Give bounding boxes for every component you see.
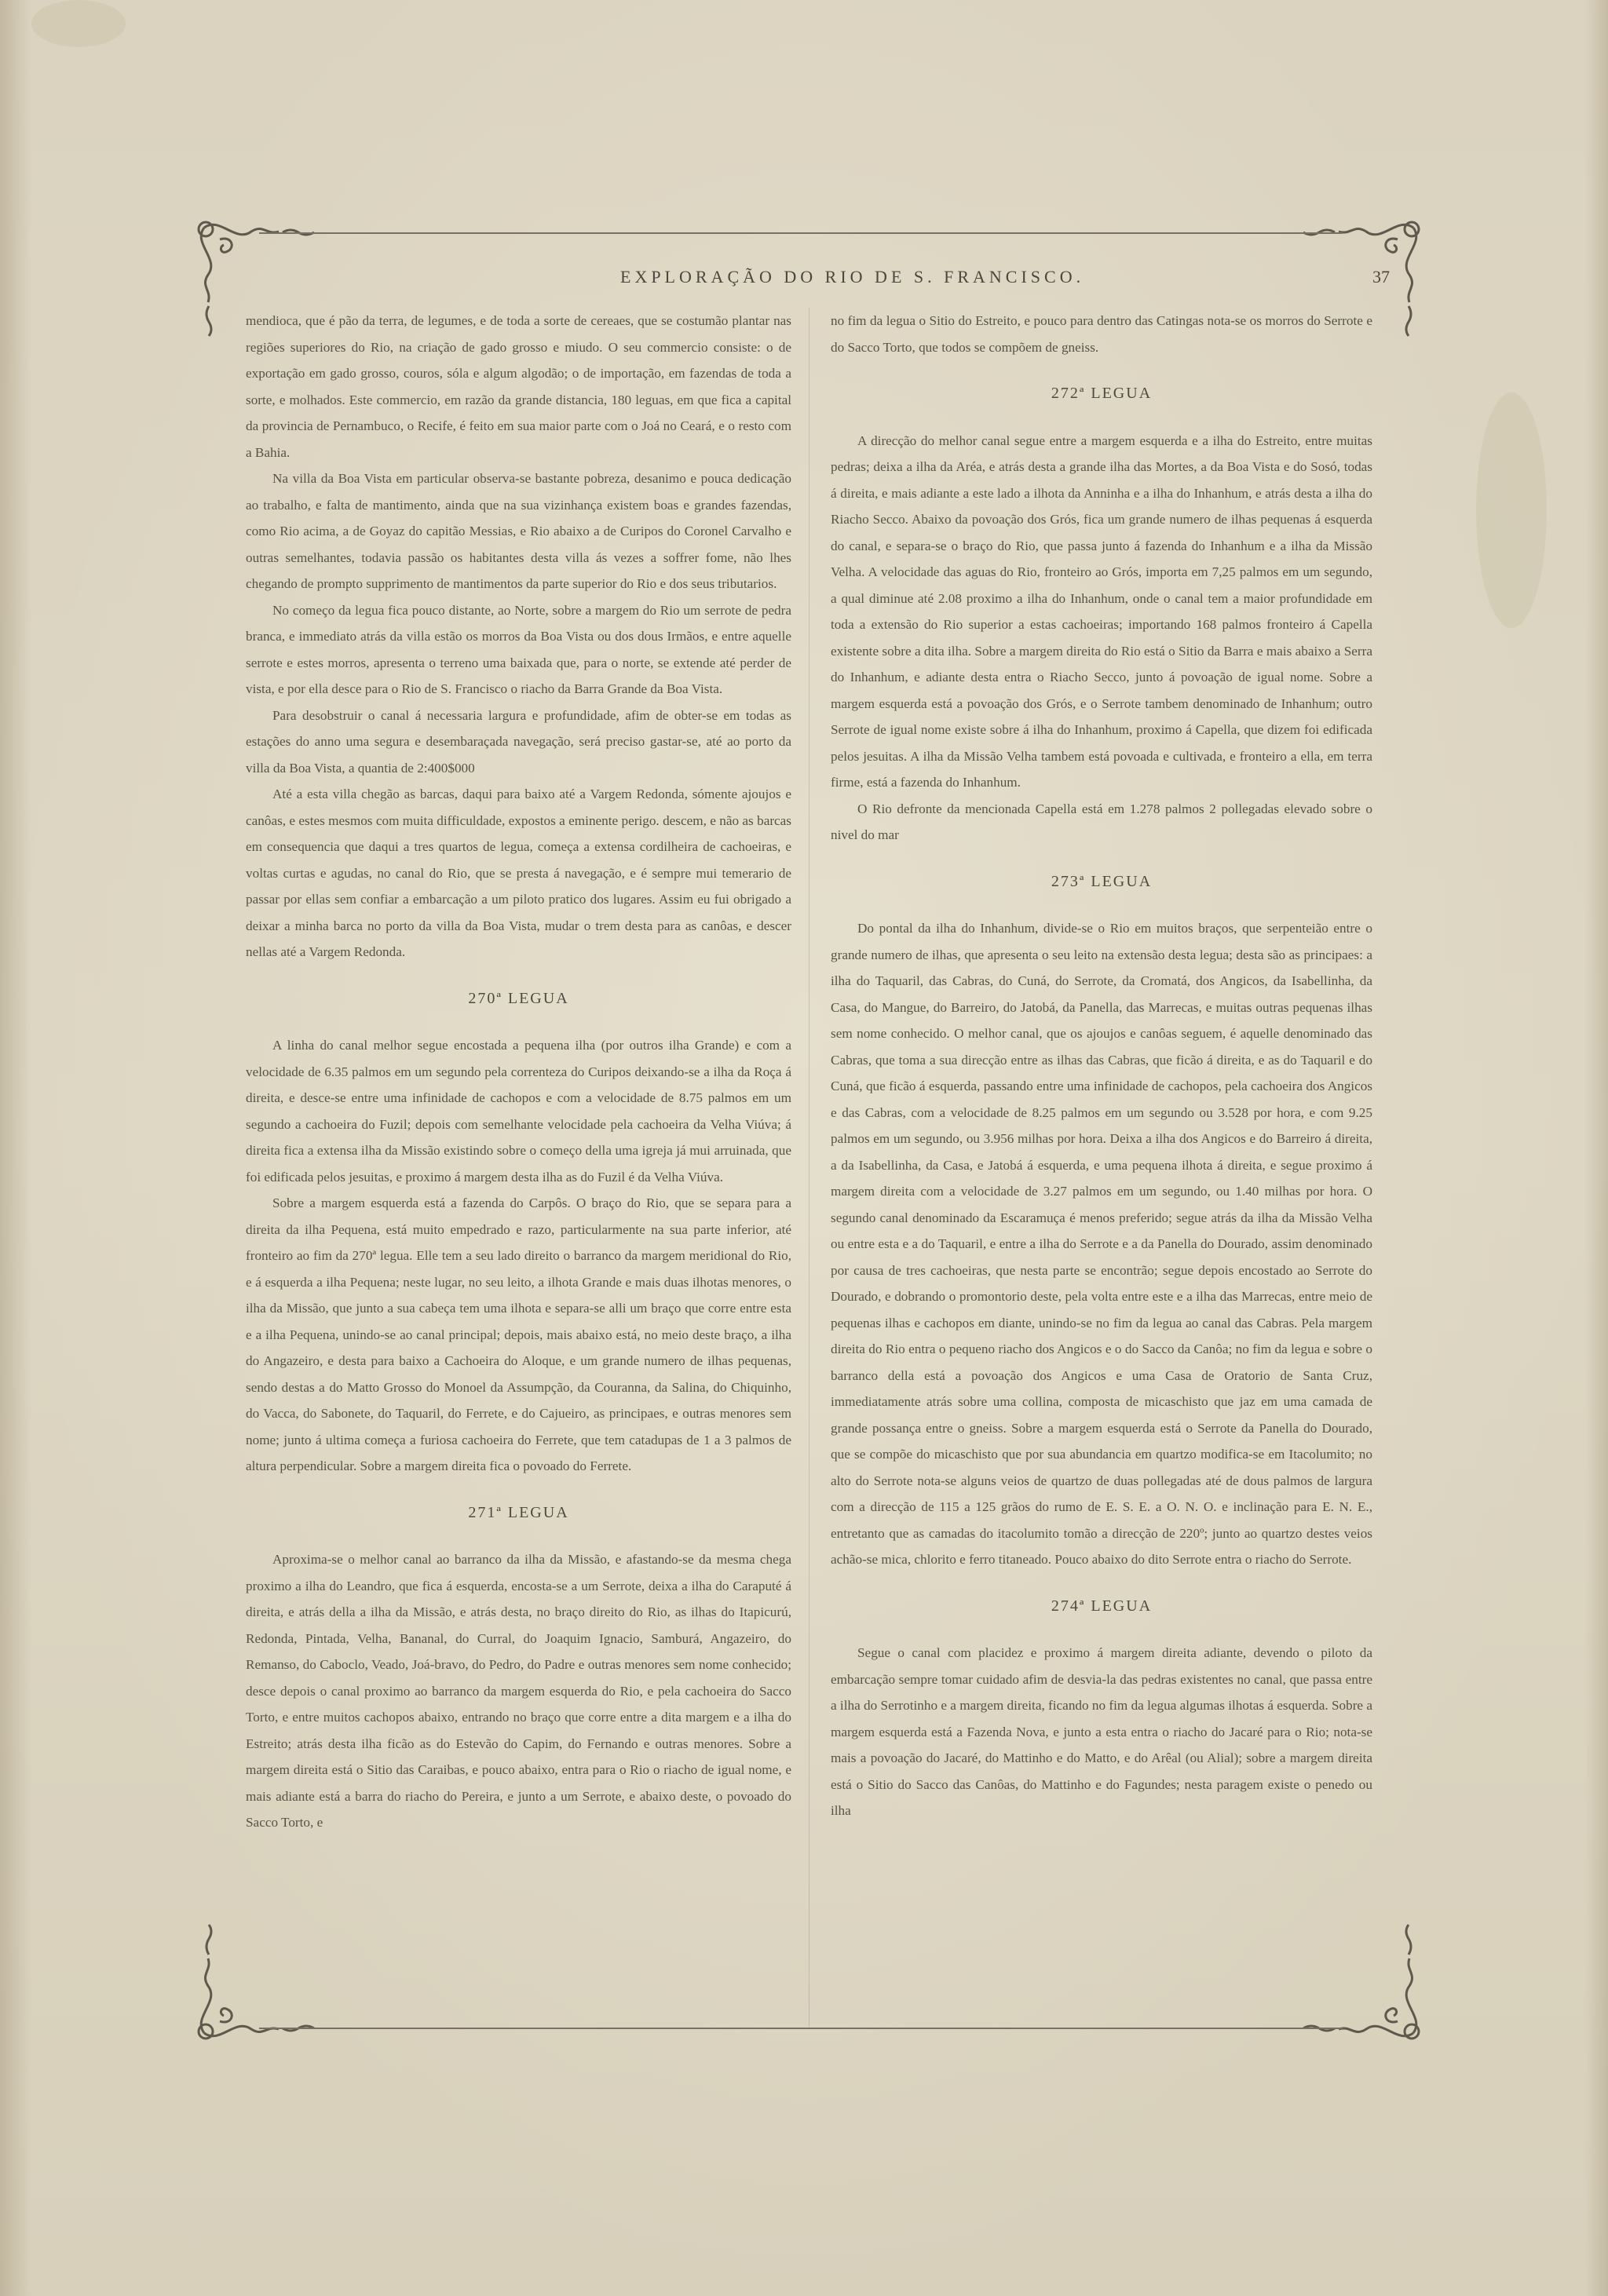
paragraph: no fim da legua o Sitio do Estreito, e pouco para dentro das Catingas nota-se os morros do Serrote e do Sacco Torto, que todos se compõem de gneiss. [831, 313, 1372, 355]
page-edge-shadow-right [1584, 0, 1608, 2296]
paragraph: O Rio defronte da mencionada Capella está em 1.278 palmos 2 pollegadas elevado sobre o nivel do mar [831, 801, 1372, 842]
paragraph: Até a esta villa chegão as barcas, daqui para baixo até a Vargem Redonda, sómente ajoujos e canôas, e estes mesmos com muita difficuldade, expostos a eminente perigo. descem, e não as barcas em consequencia que daqui a tres quartos de legua, começa a extensa cordilheira de cachoeiras, e voltas curtas e agudas, no canal do Rio, que se presta á navegação, e é sempre mui temerario de passar por ellas sem confiar a embarcação a um piloto pratico dos lugares. Assim eu fui obrigado a deixar a minha barca no porto da villa da Boa Vista, mudar o trem desta para as canôas, e descer nellas até a Vargem Redonda. [246, 787, 791, 959]
ornamental-rule-top [259, 232, 1343, 234]
paper-stain [1476, 392, 1547, 628]
right-column [831, 308, 1372, 1824]
paragraph: A direcção do melhor canal segue entre a margem esquerda e a ilha do Estreito, entre muitas pedras; deixa a ilha da Aréa, e atrás desta a grande ilha das Mortes, a da Boa Vista e do Sosó, todas á direita, e mais adiante a este lado a ilhota da Anninha e a ilha do Inhanhum, e atrás desta a ilha do Riacho Secco. Abaixo da povoação dos Grós, fica um grande numero de ilhas pequenas á esquerda do canal, e separa-se o braço do Rio, que passa junto á fazenda do Inhanhum e a ilha da Missão Velha. A velocidade das aguas do Rio, fronteiro ao Grós, importa em 7,25 palmos em um segundo, a qual diminue até 2.08 proximo a ilha do Inhanhum, onde o canal tem a maior profundidade em toda a extensão do Rio superior a estas cachoeiras; importando 168 palmos fronteiro á Capella existente sobre a dita ilha. Sobre a margem direita do Rio está o Sitio da Barra e mais abaixo a Serra do Inhanhum, e adiante desta entra o Riacho Secco, junto á povoação de igual nome. Sobre a margem esquerda está a povoação dos Grós, e o Serrote tambem denominado de Inhanhum; outro Serrote de igual nome existe sobre á ilha do Inhanhum, proximo á Capella, que dizem foi edificada pelos jesuitas. A ilha da Missão Velha tambem está povoada e cultivada, e fronteiro a ella, em terra firme, está a fazenda do Inhanhum. [831, 433, 1372, 790]
paragraph: Sobre a margem esquerda está a fazenda do Carpôs. O braço do Rio, que se separa para a direita da ilha Pequena, está muito empedrado e razo, particularmente na sua parte inferior, até fronteiro ao fim da 270ª legua. Elle tem a seu lado direito o barranco da margem meridional do Rio, e á esquerda a ilha Pequena; neste lugar, no seu leito, a ilhota Grande e mais duas ilhotas menores, o ilha da Missão, que junto a sua cabeça tem uma ilhota e separa-se alli um braço que corre entre esta e a ilha Pequena, unindo-se ao canal principal; depois, mais abaixo está, no meio deste braço, a ilha do Angazeiro, e desta para baixo a Cachoeira do Aloque, e um grande numero de ilhas pequenas, sendo destas a do Matto Grosso do Monoel da Assumpção, da Couranna, da Salina, do Chiquinho, do Vacca, do Sabonete, do Taquaril, do Ferrete, e do Cajueiro, as principaes, e outras menores sem nome; junto á ultima começa a furiosa cachoeira do Ferrete, que tem catadupas de 1 a 3 palmos de altura perpendicular. Sobre a margem direita fica o povoado do Ferrete. [246, 1195, 791, 1473]
paper-stain [31, 0, 126, 47]
paragraph: mendioca, que é pão da terra, de legumes, e de toda a sorte de cereaes, que se costumão plantar nas regiões superiores do Rio, na criação de gado grosso e miudo. O seu commercio consiste: o de exportação em gado grosso, couros, sóla e algum algodão; o de importação, em fazendas de toda a sorte, e molhados. Este commercio, em razão da grande distancia, 180 leguas, em que fica a capital da provincia de Pernambuco, o Recife, é feito em sua maior parte com o Joá no Ceará, e o resto com a Bahia. [246, 313, 791, 460]
ornamental-rule-bottom [259, 2028, 1343, 2029]
page-title: EXPLORAÇÃO DO RIO DE S. FRANCISCO. [620, 267, 1085, 287]
page-number: 37 [1372, 267, 1390, 287]
section-heading: 274ª LEGUA [1051, 1597, 1153, 1615]
section-heading: 272ª LEGUA [1051, 385, 1153, 402]
section-heading: 273ª LEGUA [1051, 872, 1153, 890]
paragraph: Do pontal da ilha do Inhanhum, divide-se o Rio em muitos braços, que serpenteião entre o grande numero de ilhas, que apresenta o seu leito na extensão desta legua; desta são as principaes: a ilha do Taquaril, das Cabras, do Cuná, do Serrote, da Cromatá, dos Angicos, da Isabellinha, da Casa, do Mangue, do Barreiro, do Jatobá, da Panella, das Marrecas, e muitas outras pequenas ilhas sem nome conhecido. O melhor canal, que os ajoujos e canôas seguem, é aquelle denominado das Cabras, que toma a sua direcção entre as ilhas das Cabras, que ficão á direita, e as do Taquaril e do Cuná, que ficão á esquerda, passando entre uma infinidade de cachopos, pela cachoeira dos Angicos e das Cabras, com a velocidade de 8.25 palmos em um segundo ou 3.528 por hora, e com 9.25 palmos em um segundo, ou 3.956 milhas por hora. Deixa a ilha dos Angicos e do Barreiro á direita, a da Isabellinha, da Casa, e Jatobá á esquerda, e uma pequena ilhota á direita, e segue proximo á margem direita com a velocidade de 3.27 palmos em um segundo, ou 1.40 milhas por hora. O segundo canal denominado da Escaramuça é menos preferido; segue atrás da ilha da Missão Velha ou entre esta e a do Taquaril, e entre a ilha do Serrote e a da Panella do Dourado, assim denominado por causa de tres cachoeiras, que nesta parte se encontrão; segue depois encostado ao Serrote do Dourado, e dobrando o promontorio deste, pela volta entre este e a ilha das Marrecas, entre meio de pequenas ilhas e cachopos em diante, unindo-se no fim da legua ao canal das Cabras. Pela margem direita do Rio entra o pequeno riacho dos Angicos e o do Sacco da Canôa; no fim da legua e sobre o barranco della está a povoação dos Angicos e uma Casa de Oratorio de Santa Cruz, immediatamente atrás sobre uma collina, composta de micaschisto que jaz em uma camada de grande possança entre o gneiss. Sobre a margem esquerda está o Serrote da Panella do Dourado, que se compõe do micaschisto que por sua abundancia em quartzo modifica-se em Itacolumito; no alto do Serrote nota-se alguns veios de quartzo de duas pollegadas até de dous palmos de largura com a direcção de 115 a 125 grãos do rumo de E. S. E. a O. N. O. e inclinação para E. N. E., entretanto que as camadas do itacolumito tomão a direcção de 220º; junto ao quartzo destes veios achão-se mica, chlorito e ferro titaneado. Pouco abaixo do dito Serrote entra o riacho do Serrote. [831, 921, 1372, 1567]
paragraph: Segue o canal com placidez e proximo á margem direita adiante, devendo o piloto da embarcação sempre tomar cuidado afim de desvia-la das pedras existentes no canal, que passa entre a ilha do Serrotinho e a margem direita, ficando no fim da legua algumas ilhotas á esquerda. Sobre a margem esquerda está a Fazenda Nova, e junto a esta entra o riacho do Jacaré para o Rio; nota-se mais a povoação do Jacaré, do Mattinho e do Matto, e do Arêal (ou Alial); sobre a margem direita está o Sitio do Sacco das Canôas, do Mattinho e do Fagundes; nesta paragem existe o penedo ou ilha [831, 1645, 1372, 1818]
paragraph: No começo da legua fica pouco distante, ao Norte, sobre a margem do Rio um serrote de pedra branca, e immediato atrás da villa estão os morros da Boa Vista ou dos dous Irmãos, e entre aquelle serrote e estes morros, apresenta o terreno uma baixada que, para o norte, se extende até perder de vista, e por ella desce para o Rio de S. Francisco o riacho da Barra Grande da Boa Vista. [246, 602, 791, 696]
paragraph: Para desobstruir o canal á necessaria largura e profundidade, afim de obter-se em todas as estações do anno uma segura e desembaraçada navegação, será preciso gastar-se, até ao porto da villa da Boa Vista, a quantia de 2:400$000 [246, 707, 791, 776]
section-heading: 271ª LEGUA [468, 1503, 569, 1521]
paragraph: Aproxima-se o melhor canal ao barranco da ilha da Missão, e afastando-se da mesma chega proximo a ilha do Leandro, que fica á esquerda, encosta-se a um Serrote, deixa a ilha do Caraputé á direita, e atrás della a ilha da Missão, e atrás desta, no braço direito do Rio, as ilhas do Itapicurú, Redonda, Pintada, Velha, Bananal, do Curral, do Joaquim Ignacio, Samburá, Angazeiro, do Remanso, do Caboclo, Veado, Joá-bravo, do Pedro, do Padre e outras menores sem nome conhecido; desce depois o canal proximo ao barranco da margem esquerda do Rio, e pela cachoeira do Sacco Torto, e entre muitos cachopos abaixo, entrando no braço que corre entre a dita margem e a ilha do Estreito; atrás desta ilha ficão as do Estevão do Capim, do Fernando e outras menores. Sobre a margem direita está o Sitio das Caraibas, e pouco abaixo, entra para o Rio o riacho de igual nome, e mais adiante está a barra do riacho do Pereira, e junto a um Serrote, e abaixo deste, o povoado do Sacco Torto, e [246, 1552, 791, 1830]
running-header [236, 267, 1413, 298]
page-edge-shadow-left [0, 0, 31, 2296]
left-column [246, 308, 791, 1836]
section-heading: 270ª LEGUA [468, 989, 569, 1007]
paragraph: Na villa da Boa Vista em particular observa-se bastante pobreza, desanimo e pouca dedicação ao trabalho, e falta de mantimento, ainda que na sua vizinhança existem boas e grandes fazendas, como Rio acima, a de Goyaz do capitão Messias, e Rio abaixo a de Curipos do Coronel Carvalho e outras semelhantes, todavia passão os habitantes desta villa ás vezes a soffrer fome, não lhes chegando de prompto supprimento de mantimentos da parte superior do Rio e dos seus tributarios. [246, 471, 791, 591]
paragraph: A linha do canal melhor segue encostada a pequena ilha (por outros ilha Grande) e com a velocidade de 6.35 palmos em um segundo pela correnteza do Curipos deixando-se a ilha da Roça á direita, e desce-se entre uma infinidade de cachopos e com a velocidade de 8.75 palmos em um segundo a cachoeira do Fuzil; depois com semelhante velocidade pela cachoeira da Velha Viúva; á direita fica a extensa ilha da Missão existindo sobre o começo della uma igreja já mui arruinada, que foi edificada pelos jesuitas, e proximo á margem desta ilha as do Fuzil é da Velha Viúva. [246, 1038, 791, 1185]
